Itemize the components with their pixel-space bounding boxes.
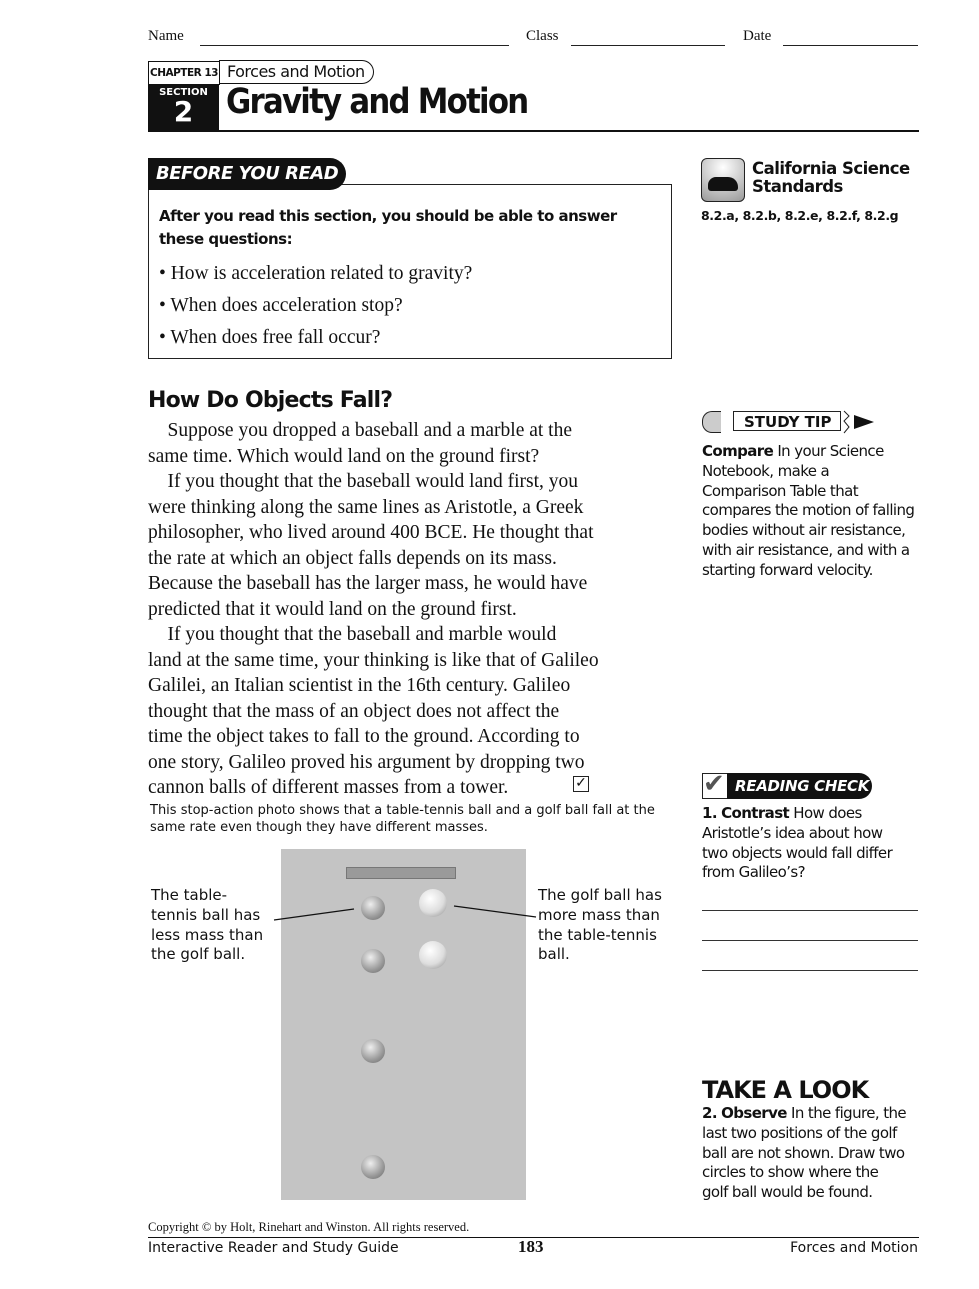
pencil-tip-icon: [840, 410, 876, 434]
body-text-line: time the object takes to fall to the ground. According to: [148, 726, 580, 747]
section-title: Gravity and Motion: [226, 82, 528, 122]
body-text-line: thought that the mass of an object does not affect the: [148, 700, 560, 722]
question-line: circles to show where the: [702, 1163, 879, 1182]
label-table-tennis: [151, 886, 263, 965]
study-tip-line: bodies without air resistance,: [702, 521, 906, 540]
california-bear-icon: [701, 158, 745, 202]
question-line: How does: [789, 804, 862, 822]
study-tip-text: [702, 442, 914, 581]
table-tennis-ball: [361, 1039, 385, 1063]
label-line: The golf ball has: [538, 886, 662, 904]
body-text-line: the rate at which an object falls depends on its mass.: [148, 547, 557, 569]
name-label: Name: [148, 28, 184, 44]
question-line: two objects would fall differ: [702, 843, 893, 862]
body-text-line: Galilei, an Italian scientist in the 16th century. Galileo: [148, 675, 571, 696]
figure-caption: [150, 802, 655, 836]
main-text: [148, 418, 673, 801]
class-field[interactable]: [571, 45, 725, 46]
label-line: less mass than: [151, 925, 264, 944]
standards-title-line: California Science: [752, 159, 910, 178]
body-text-line: same time. Which would land on the ground first?: [148, 445, 540, 467]
callout-lines: [270, 900, 540, 930]
answer-line[interactable]: [702, 970, 918, 971]
answer-line[interactable]: [702, 940, 918, 941]
take-a-look-heading: TAKE A LOOK: [702, 1076, 869, 1104]
caption-line: This stop-action photo shows that a table-tennis ball and a golf ball fall at the: [150, 803, 655, 818]
intro-line: these questions:: [159, 230, 293, 248]
take-a-look-question: [702, 1104, 906, 1203]
page-number: 183: [518, 1237, 544, 1256]
study-tip-label: STUDY TIP: [733, 411, 841, 431]
class-label: Class: [526, 28, 559, 44]
standards-title: [752, 160, 910, 196]
body-text-line: philosopher, who lived around 400 BCE. He thought that: [148, 522, 594, 543]
study-tip-line: with air resistance, and with a: [702, 540, 910, 559]
chapter-label: CHAPTER 13: [148, 61, 220, 85]
question-item: • How is acceleration related to gravity?: [159, 263, 473, 284]
study-tip-line: compares the motion of falling: [702, 501, 915, 520]
section-label: SECTION: [159, 87, 208, 98]
study-tip-line: Comparison Table that: [702, 481, 858, 500]
label-line: more mass than: [538, 905, 660, 924]
checkmark-icon: ✔: [702, 773, 728, 799]
answer-line[interactable]: [702, 910, 918, 911]
label-line: ball.: [538, 945, 570, 964]
label-line: tennis ball has: [151, 905, 261, 924]
body-text-line: Suppose you dropped a baseball and a marble at the: [148, 420, 573, 441]
pencil-eraser-icon: [702, 411, 721, 433]
question-item: • When does free fall occur?: [159, 327, 381, 348]
question-line: golf ball would be found.: [702, 1183, 873, 1202]
date-field[interactable]: [783, 45, 918, 46]
body-text-line: were thinking along the same lines as Aristotle, a Greek: [148, 496, 584, 518]
question-line: ball are not shown. Draw two: [702, 1143, 905, 1162]
body-text-line: Because the baseball has the larger mass, he would have: [148, 573, 588, 594]
body-text-line: land at the same time, your thinking is like that of Galileo: [148, 649, 599, 671]
table-tennis-ball: [361, 1155, 385, 1179]
question-line: In the figure, the: [786, 1104, 907, 1122]
label-line: the table-tennis: [538, 925, 657, 944]
body-text-line: If you thought that the baseball would land first, you: [148, 471, 579, 492]
standards-title-line: Standards: [752, 177, 843, 196]
question-line: last two positions of the golf: [702, 1123, 897, 1142]
copyright: Copyright © by Holt, Rinehart and Winston. All rights reserved.: [148, 1220, 470, 1234]
question-number: 2.: [702, 1104, 717, 1122]
title-rule: [148, 130, 919, 132]
study-tip-line: In your Science: [773, 442, 884, 460]
name-field[interactable]: [200, 45, 509, 46]
body-text-line: predicted that it would land on the ground first.: [148, 598, 517, 620]
body-text-line: one story, Galileo proved his argument by dropping two: [148, 751, 585, 773]
question-line: from Galileo’s?: [702, 863, 805, 882]
label-line: The table-: [151, 886, 228, 904]
section-badge: [148, 84, 219, 131]
before-you-read-tab: BEFORE YOU READ: [148, 158, 346, 190]
label-line: the golf ball.: [151, 945, 246, 964]
table-tennis-ball: [361, 949, 385, 973]
study-tip-line: Notebook, make a: [702, 461, 830, 480]
release-mechanism: [346, 867, 456, 879]
body-text-line: If you thought that the baseball and marble would: [148, 624, 557, 645]
question-keyword: Observe: [721, 1104, 787, 1122]
standards-codes: 8.2.a, 8.2.b, 8.2.e, 8.2.f, 8.2.g: [701, 208, 899, 223]
intro-line: After you read this section, you should be able to answer: [159, 207, 617, 225]
section-number: 2: [173, 95, 194, 128]
study-tip-line: starting forward velocity.: [702, 560, 873, 579]
footer-chapter: Forces and Motion: [790, 1240, 918, 1256]
caption-line: same rate even though they have different masses.: [150, 820, 488, 835]
chapter-title: Forces and Motion: [219, 60, 374, 84]
question-line: Aristotle’s idea about how: [702, 823, 883, 842]
footer-book: Interactive Reader and Study Guide: [148, 1240, 399, 1256]
question-item: • When does acceleration stop?: [159, 295, 403, 316]
date-label: Date: [743, 28, 772, 44]
question-number: 1.: [702, 804, 717, 822]
question-list: [159, 258, 472, 354]
label-golf: [538, 886, 662, 965]
golf-ball: [419, 941, 447, 969]
reading-check-question: [702, 804, 892, 883]
reading-check-checkbox-icon: ✓: [573, 776, 589, 792]
reading-check-label: READING CHECK: [727, 773, 872, 799]
body-text-line: cannon balls of different masses from a tower.: [148, 777, 509, 798]
before-you-read-intro: [159, 205, 617, 251]
study-tip-keyword: Compare: [702, 442, 774, 460]
question-keyword: Contrast: [721, 804, 790, 822]
section-heading: How Do Objects Fall?: [148, 388, 393, 413]
